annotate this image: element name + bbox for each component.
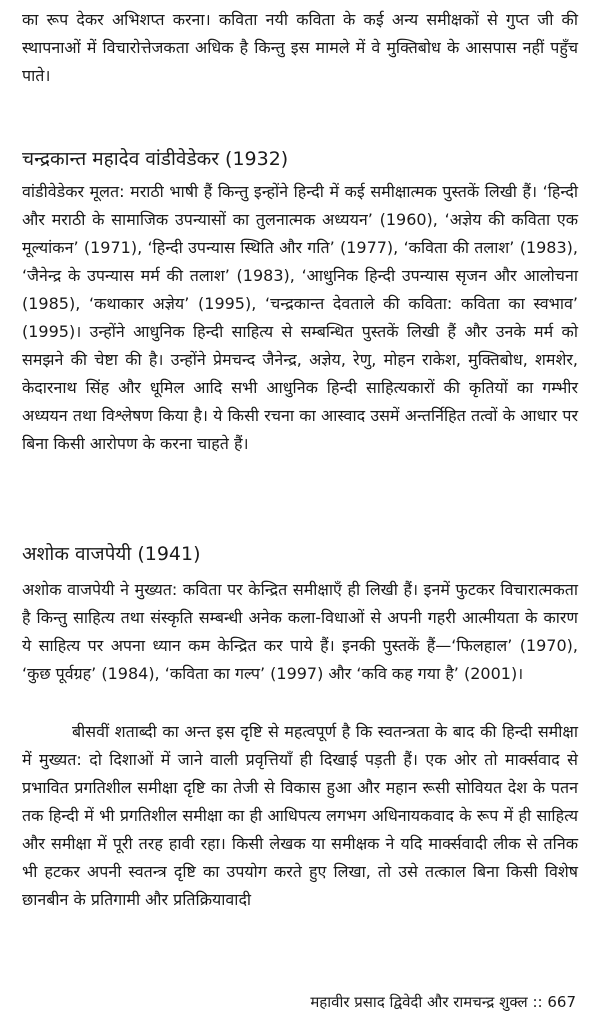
section-paragraph-wandivadekar: वांडीवेडेकर मूलत: मराठी भाषी हैं किन्तु इन्होंने हिन्दी में कई समीक्षात्मक पुस्तकें लिखी हैं। ‘हिन्दी और मराठी के सामाजिक उपन्यासों का तुलनात्मक अध्ययन’ (1960), ‘अज्ञेय की कविता एक मूल्यांकन’ (1971), ‘हिन्दी उपन्यास स्थिति और गति’ (1977), ‘कविता की तलाश’ (1983), ‘जैनेन्द्र के उपन्यास मर्म की तलाश’ (1983), ‘आधुनिक हिन्दी उपन्यास सृजन और आलोचना (1985), ‘कथाकार अज्ञेय’ (1995), ‘चन्द्रकान्त देवताले की कविता: कविता का स्वभाव’ (1995)। उन्होंने आधुनिक हिन्दी साहित्य से सम्बन्धित पुस्तकें लिखी हैं और उनके मर्म को समझने की चेष्टा की है। उन्होंने प्रेमचन्द जैनेन्द्र, अज्ञेय, रेणु, मोहन राकेश, मुक्तिबोध, शमशेर, केदारनाथ सिंह और धूमिल आदि सभी आधुनिक हिन्दी साहित्यकारों की कृतियों का गम्भीर अध्ययन तथा विश्लेषण किया है। ये किसी रचना का आस्वाद उसमें अन्तर्निहित तत्वों के आधार पर बिना किसी आरोपण के करना चाहते हैं। [22,182,578,453]
section-heading-vajpeyi: अशोक वाजपेयी (1941) [22,543,201,565]
closing-paragraph: बीसवीं शताब्दी का अन्त इस दृष्टि से महत्वपूर्ण है कि स्वतन्त्रता के बाद की हिन्दी समीक्षा में मुख्यत: दो दिशाओं में जाने वाली प्रवृत्तियाँ ही दिखाई पड़ती हैं। एक ओर तो मार्क्सवाद से प्रभावित प्रगतिशील समीक्षा दृष्टि का तेजी से विकास हुआ और महान रूसी सोवियत देश के पतन तक हिन्दी में भी प्रगतिशील समीक्षा का ही आधिपत्य लगभग अधिनायकवाद के रूप में ही साहित्य और समीक्षा में पूरी तरह हावी रहा। किसी लेखक या समीक्षक ने यदि मार्क्सवादी लीक से तनिक भी हटकर अपनी स्वतन्त्र दृष्टि का उपयोग करते हुए लिखा, तो उसे तत्काल बिना किसी विशेष छानबीन के प्रतिगामी और प्रतिक्रियावादी [22,722,578,909]
page-number: 667 [547,993,576,1011]
running-title: महावीर प्रसाद द्विवेदी और रामचन्द्र शुक्ल :: [310,993,543,1011]
section-paragraph-vajpeyi: अशोक वाजपेयी ने मुख्यत: कविता पर केन्द्रित समीक्षाएँ ही लिखी हैं। इनमें फुटकर विचारात्मकता है किन्तु साहित्य तथा संस्कृति सम्बन्धी अनेक कला-विधाओं से अपनी गहरी आत्मीयता के कारण ये साहित्य पर अपना ध्यान कम केन्द्रित कर पाये हैं। इनकी पुस्तकें हैं—‘फिलहाल’ (1970), ‘कुछ पूर्वग्रह’ (1984), ‘कविता का गल्प’ (1997) और ‘कवि कह गया है’ (2001)। [22,580,578,683]
intro-paragraph: का रूप देकर अभिशप्त करना। कविता नयी कविता के कई अन्य समीक्षकों से गुप्त जी की स्थापनाओं में विचारोत्तेजकता अधिक है किन्तु इस मामले में वे मुक्तिबोध के आसपास नहीं पहुँच पाते। [22,10,578,85]
section-heading-wandivadekar: चन्द्रकान्त महादेव वांडीवेडेकर (1932) [22,148,289,170]
page-footer [310,991,576,1013]
